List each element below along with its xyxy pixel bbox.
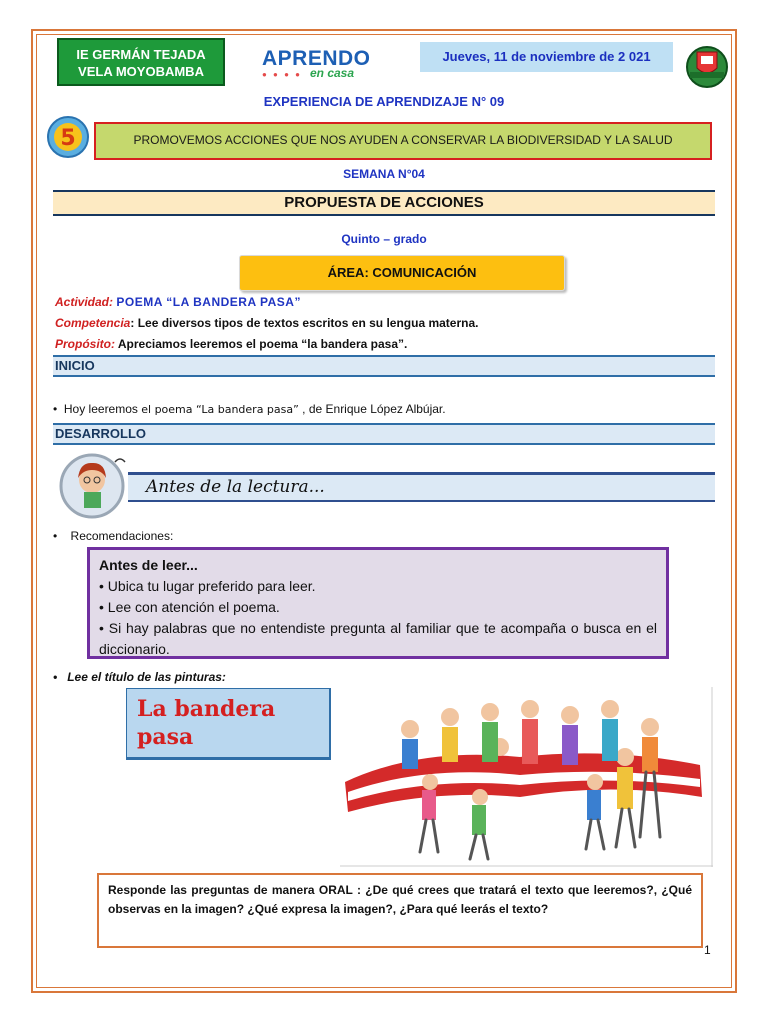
recommendation-item: • Lee con atención el poema. <box>99 599 280 615</box>
recommendation-item: • Si hay palabras que no entendiste pregunta al familiar que te acompaña o busca en el diccionario. <box>99 620 657 657</box>
inicio-text-c: , de Enrique López Albújar. <box>298 402 446 416</box>
proposal-title: PROPUESTA DE ACCIONES <box>53 190 715 216</box>
competence-line <box>55 316 478 330</box>
school-name-line2: VELA MOYOBAMBA <box>78 64 204 79</box>
recommendations-title: Antes de leer... <box>99 557 198 573</box>
recommendations-line <box>53 529 173 543</box>
experience-number: 5 <box>60 126 76 151</box>
oral-questions-box: Responde las preguntas de manera ORAL : ¿De qué crees que tratará el texto que leeremos?, ¿Qué observas en la imagen? ¿Qué expresa la imagen?, ¿Para qué leerás el texto? <box>97 873 703 948</box>
grade-label: Quinto – grado <box>341 232 427 246</box>
activity-value: POEMA “LA BANDERA PASA” <box>116 295 301 309</box>
girl-reading-icon <box>58 450 130 522</box>
competence-label: Competencia <box>55 316 131 330</box>
inicio-heading: INICIO <box>53 355 715 377</box>
inicio-bullet <box>53 402 446 416</box>
week-label: SEMANA N°04 <box>343 167 425 181</box>
school-crest-icon <box>684 42 730 88</box>
bullet-icon: • <box>53 529 58 543</box>
activity-label: Actividad: <box>55 295 114 309</box>
recommendations-box <box>87 547 669 659</box>
school-name-line1: IE GERMÁN TEJADA <box>76 47 206 62</box>
read-title-prompt: Lee el título de las pinturas: <box>67 670 226 684</box>
experience-title: EXPERIENCIA DE APRENDIZAJE N° 09 <box>263 94 505 109</box>
bullet-icon: • <box>53 402 58 416</box>
recommendation-item: • Ubica tu lugar preferido para leer. <box>99 578 316 594</box>
children-with-flag-illustration <box>340 687 713 867</box>
date-box: Jueves, 11 de noviembre de 2 021 <box>420 42 673 72</box>
aprendo-logo-text: APRENDO <box>262 47 371 70</box>
competence-value: : Lee diversos tipos de textos escritos en su lengua materna. <box>130 316 479 330</box>
desarrollo-heading: DESARROLLO <box>53 423 715 445</box>
area-label: ÁREA: COMUNICACIÓN <box>239 255 565 291</box>
recommendations-label: Recomendaciones: <box>70 529 174 543</box>
logo-dots-icon: ● ● ● ● <box>262 70 302 79</box>
inicio-text-a: Hoy leeremos <box>63 402 142 416</box>
page-number: 1 <box>704 943 711 957</box>
before-reading-banner: Antes de la lectura... <box>128 472 715 502</box>
inicio-text-b: el poema “La bandera pasa” <box>141 403 299 416</box>
number-five-icon <box>46 115 90 159</box>
poem-title-line2: pasa <box>137 724 194 750</box>
school-name-box <box>57 38 225 86</box>
purpose-line <box>55 337 407 351</box>
read-title-line <box>53 670 226 684</box>
aprendo-logo-subtext: en casa <box>310 66 355 80</box>
theme-box: PROMOVEMOS ACCIONES QUE NOS AYUDEN A CONSERVAR LA BIODIVERSIDAD Y LA SALUD <box>94 122 712 160</box>
bullet-icon: • <box>53 670 58 684</box>
activity-line <box>55 295 301 309</box>
purpose-value: Apreciamos leeremos el poema “la bandera pasa”. <box>115 337 408 351</box>
purpose-label: Propósito: <box>55 337 115 351</box>
poem-title-line1: La bandera <box>137 696 276 722</box>
poem-title-box <box>126 688 331 760</box>
